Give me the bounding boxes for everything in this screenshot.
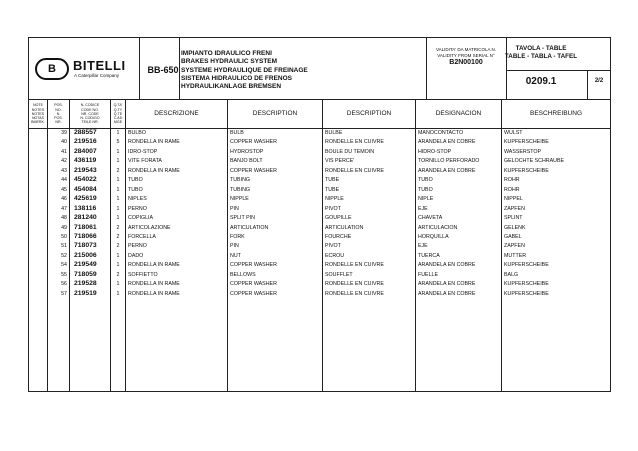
cell-es: ARANDELA EN COBRE [418, 290, 476, 297]
cell-de: WASSERSTOP [504, 148, 542, 155]
cell-es: HORQUILLA [418, 233, 449, 240]
cell-es: MANOCONTACTO [418, 130, 464, 136]
cell-code: 718073 [74, 242, 97, 250]
table-row [29, 271, 610, 281]
cell-de: KUPFERSCHEIBE [504, 290, 549, 297]
table-row [29, 214, 610, 224]
cell-en: HYDROSTOP [230, 148, 264, 155]
cell-es: EJE [418, 205, 428, 212]
cell-pos: 45 [61, 186, 67, 193]
cell-pos: 49 [61, 224, 67, 231]
cell-it: PERNO [128, 205, 147, 212]
cell-en: SPLIT PIN [230, 215, 255, 222]
cell-pos: 55 [61, 271, 67, 278]
cell-qty: 5 [116, 139, 120, 146]
cell-en: BULB [230, 130, 244, 136]
cell-it: DADO [128, 252, 144, 259]
cell-it: RONDELLA IN RAME [128, 262, 180, 269]
logo-badge-icon: B [35, 58, 69, 80]
cell-fr: ARTICULATION [325, 224, 364, 231]
cell-it: ARTICOLAZIONE [128, 224, 171, 231]
table-row [29, 138, 610, 148]
cell-qty: 1 [116, 158, 120, 165]
sheet-header [29, 38, 610, 100]
table-row [29, 233, 610, 243]
cell-fr: RONDELLE EN CUIVRE [325, 290, 384, 297]
validity-label-en: VALIDITY FROM SERIAL N° [437, 52, 495, 58]
cell-es: CHAVETA [418, 215, 443, 222]
col-descr-es: DESIGNACION [415, 100, 501, 128]
col-descr-en: DESCRIPTION [227, 100, 322, 128]
cell-it: RONDELLA IN RAME [128, 290, 180, 297]
cell-fr: VIS PERCE' [325, 158, 355, 165]
cell-code: 219549 [74, 261, 97, 269]
serial-number: B2N00100 [449, 59, 483, 66]
logo-subtitle: A Caterpillar Company [74, 73, 120, 78]
cell-code: 219543 [74, 166, 97, 174]
table-row [29, 129, 610, 139]
cell-fr: GOUPILLE [325, 215, 352, 222]
cell-it: SOFFIETTO [128, 271, 158, 278]
table-row [29, 242, 610, 252]
page-number: 2/2 [594, 78, 604, 84]
cell-it: FORCELLA [128, 233, 156, 240]
table-row [29, 186, 610, 196]
cell-es: ARANDELA EN COBRE [418, 281, 476, 288]
cell-qty: 2 [116, 271, 120, 278]
cell-pos: 56 [61, 281, 67, 288]
cell-de: ROHR [504, 177, 520, 184]
cell-fr: SOUFFLET [325, 271, 353, 278]
cell-qty: 1 [116, 196, 120, 203]
cell-code: 215006 [74, 251, 97, 259]
col-note: NOTE NOTES NOTES NOTAS BMERK. [31, 103, 45, 125]
cell-fr: TUBE [325, 186, 340, 193]
cell-es: ARTICULACION [418, 224, 458, 231]
cell-fr: RONDELLE EN CUIVRE [325, 139, 384, 146]
cell-de: GABEL [504, 233, 522, 240]
title-en: BRAKES HYDRAULIC SYSTEM [181, 58, 278, 66]
cell-code: 454022 [74, 176, 97, 184]
cell-pos: 57 [61, 290, 67, 297]
cell-fr: PIVOT [325, 205, 341, 212]
cell-fr: RONDELLE EN CUIVRE [325, 281, 384, 288]
cell-code: 219516 [74, 138, 97, 146]
cell-fr: RONDELLE EN CUIVRE [325, 167, 384, 174]
cell-en: COPPER WASHER [230, 281, 277, 288]
cell-qty: 2 [116, 224, 120, 231]
cell-es: TORNILLO PERFORADO [418, 158, 480, 165]
cell-code: 718059 [74, 270, 97, 278]
cell-qty: 2 [116, 233, 120, 240]
cell-code: 219528 [74, 280, 97, 288]
validity-block [426, 47, 506, 66]
column-header-row [29, 100, 610, 129]
cell-es: EJE [418, 243, 428, 250]
cell-it: PERNO [128, 243, 147, 250]
cell-de: ROHR [504, 186, 520, 193]
cell-en: NIPPLE [230, 196, 249, 203]
cell-it: TUBO [128, 186, 143, 193]
cell-en: ARTICULATION [230, 224, 269, 231]
parts-sheet [28, 37, 611, 392]
cell-de: GELENK [504, 224, 526, 231]
sheet-titles [181, 50, 426, 91]
cell-it: BULBO [128, 130, 146, 136]
cell-en: BELLOWS [230, 271, 256, 278]
cell-fr: PIVOT [325, 243, 341, 250]
table-row [29, 176, 610, 186]
cell-it: RONDELLA IN RAME [128, 139, 180, 146]
cell-fr: RONDELLE EN CUIVRE [325, 262, 384, 269]
table-label-line1: TAVOLA - TABLE [515, 45, 567, 52]
cell-qty: 1 [116, 281, 120, 288]
cell-de: ZAPFEN [504, 205, 525, 212]
cell-de: KUPFERSCHEIBE [504, 139, 549, 146]
cell-es: NIPLE [418, 196, 434, 203]
table-row [29, 195, 610, 205]
cell-qty: 1 [116, 205, 120, 212]
cell-fr: TUBE [325, 177, 340, 184]
cell-qty: 2 [116, 243, 120, 250]
cell-code: 284007 [74, 147, 97, 155]
cell-de: GELOCHTE SCHRAUBE [504, 158, 565, 165]
table-row [29, 252, 610, 262]
cell-en: COPPER WASHER [230, 167, 277, 174]
table-row [29, 167, 610, 177]
cell-en: NUT [230, 252, 241, 259]
cell-fr: FOURCHE [325, 233, 352, 240]
title-es: SISTEMA HIDRAULICO DE FRENOS [181, 74, 292, 82]
cell-es: TUERCA [418, 252, 440, 259]
cell-qty: 2 [116, 167, 120, 174]
cell-pos: 39 [61, 130, 67, 136]
cell-de: ZAPFEN [504, 243, 525, 250]
cell-en: TUBING [230, 186, 251, 193]
col-pos: POS. NO. N. POS. NR. [47, 100, 69, 128]
cell-pos: 54 [61, 262, 67, 269]
cell-fr: ECROU [325, 252, 345, 259]
cell-es: ARANDELA EN COBRE [418, 167, 476, 174]
cell-code: 219519 [74, 289, 97, 297]
cell-de: KUPFERSCHEIBE [504, 281, 549, 288]
cell-pos: 48 [61, 215, 67, 222]
cell-it: IDRO-STOP [128, 148, 158, 155]
cell-qty: 1 [116, 290, 120, 297]
cell-de: WULST [504, 130, 523, 136]
col-qty: Q.TA' Q.TY Q.TE C.AD MGE [110, 100, 125, 128]
cell-de: NIPPEL [504, 196, 523, 203]
machine-model: BB-650 [147, 65, 179, 75]
cell-pos: 52 [61, 252, 67, 259]
cell-it: COPIGLIA [128, 215, 154, 222]
cell-it: NIPLES [128, 196, 147, 203]
cell-it: VITE FORATA [128, 158, 162, 165]
validity-label-it: VALIDITA' DA MATRICOLA N. [435, 47, 497, 52]
cell-es: TUBO [418, 186, 433, 193]
table-number: 0209.1 [525, 76, 557, 87]
cell-en: COPPER WASHER [230, 290, 277, 297]
table-row [29, 224, 610, 234]
cell-de: SPLINT [504, 215, 523, 222]
cell-en: COPPER WASHER [230, 262, 277, 269]
cell-fr: NIPPLE [325, 196, 344, 203]
cell-es: TUBO [418, 177, 433, 184]
cell-pos: 44 [61, 177, 67, 184]
table-label-line2: TABLE - TABLA - TAFEL [504, 52, 578, 60]
table-row [29, 280, 610, 290]
cell-code: 718066 [74, 232, 97, 240]
cell-code: 454084 [74, 185, 97, 193]
cell-pos: 42 [61, 158, 67, 165]
cell-en: PIN [230, 243, 239, 250]
cell-pos: 40 [61, 139, 67, 146]
logo-brand: BITELLI [73, 58, 126, 73]
col-code: N. CODICE CODE NO. NR. CODE N. CODIGO TEILE NR. [69, 100, 110, 128]
col-descr-de: BESCHREIBUNG [501, 100, 610, 128]
cell-code: 281240 [74, 214, 97, 222]
cell-qty: 1 [116, 262, 120, 269]
table-row [29, 148, 610, 158]
table-row [29, 290, 610, 300]
col-descr-it: DESCRIZIONE [125, 100, 227, 128]
col-descr-fr: DESCRIPTION [322, 100, 415, 128]
cell-fr: BULBE [325, 130, 343, 136]
cell-it: TUBO [128, 177, 143, 184]
title-de: HYDRAULIKANLAGE BREMSEN [181, 83, 282, 91]
table-row [29, 261, 610, 271]
cell-es: HIDRO-STOP [418, 148, 452, 155]
title-it: IMPIANTO IDRAULICO FRENI [181, 50, 272, 57]
cell-de: KUPFERSCHEIBE [504, 167, 549, 174]
cell-code: 436119 [74, 157, 97, 165]
cell-es: ARANDELA EN COBRE [418, 139, 476, 146]
table-row [29, 205, 610, 215]
cell-code: 718061 [74, 223, 97, 231]
cell-pos: 47 [61, 205, 67, 212]
cell-en: PIN [230, 205, 239, 212]
cell-qty: 1 [116, 215, 120, 222]
cell-de: BALG [504, 271, 519, 278]
cell-fr: BOULE DU TEMOIN [325, 148, 375, 155]
cell-es: FUELLE [418, 271, 439, 278]
title-fr: SYSTEME HYDRAULIQUE DE FREINAGE [181, 66, 308, 74]
cell-en: COPPER WASHER [230, 139, 277, 146]
cell-qty: 1 [116, 252, 120, 259]
cell-it: RONDELLA IN RAME [128, 281, 180, 288]
cell-en: BANJO BOLT [230, 158, 263, 165]
company-logo [35, 58, 143, 82]
cell-de: MUTTER [504, 252, 527, 259]
cell-qty: 1 [116, 177, 120, 184]
table-row [29, 157, 610, 167]
table-label [501, 45, 581, 60]
cell-es: ARANDELA EN COBRE [418, 262, 476, 269]
cell-qty: 1 [116, 186, 120, 193]
cell-qty: 1 [116, 148, 120, 155]
cell-pos: 51 [61, 243, 67, 250]
cell-code: 288557 [74, 129, 97, 136]
cell-en: FORK [230, 233, 245, 240]
cell-pos: 41 [61, 148, 67, 155]
cell-pos: 43 [61, 167, 67, 174]
cell-de: KUPFERSCHEIBE [504, 262, 549, 269]
cell-it: RONDELLA IN RAME [128, 167, 180, 174]
cell-pos: 50 [61, 233, 67, 240]
cell-qty: 1 [116, 130, 120, 136]
cell-code: 425619 [74, 195, 97, 203]
cell-code: 138116 [74, 204, 97, 212]
cell-en: TUBING [230, 177, 251, 184]
cell-pos: 46 [61, 196, 67, 203]
